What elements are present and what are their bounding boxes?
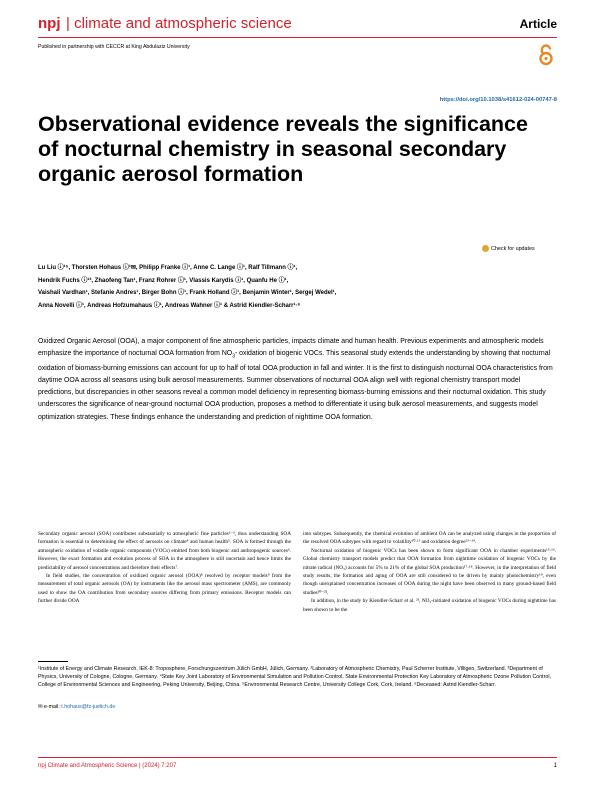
footer-citation: npj Climate and Atmospheric Science | (2024) 7:207: [38, 763, 177, 769]
check-updates-icon: [482, 245, 489, 252]
body-paragraph: In addition, in the study by Kiendler-Scharr et al. ²³, NO₃-initiated oxidation of biogenic VOCs during nighttime has been shown to be the: [303, 598, 556, 613]
body-paragraph: In field studies, the concentration of oxidized organic aerosol (OOA)⁸ resolved by receptor models⁹ from the measurement of total organic aerosols (OA) by instruments like the aerosol mass spectrometer (AMS), are commonly used to show the OA contribution from secondary sources differing from primary emissions. Receptor models can further divide OOA: [38, 573, 291, 605]
header-rule: [38, 37, 557, 38]
journal-name: | climate and atmospheric science: [66, 15, 292, 32]
open-access-icon: [537, 44, 555, 66]
body-paragraph: Secondary organic aerosol (SOA) contributes substantially to atmospheric fine particles¹⁻³, thus understanding SOA formation is essential to determining the effect of aerosols on climate⁴ and human health⁵. SOA is formed through the atmospheric oxidation of volatile organic compounds (VOCs) emitted from both biogenic and anthropogenic sources⁶. However, the exact formation and evolution process of SOA in the atmosphere is still uncertain and hence limits the predictability of aerosol concentrations and therefore their effects⁷.: [38, 531, 291, 571]
article-title: Observational evidence reveals the significance of nocturnal chemistry in seasonal secondary organic aerosol formation: [38, 112, 528, 186]
partnership-note: Published in partnership with CECCR at King Abdulaziz University: [38, 44, 190, 50]
body-paragraph: into subtypes. Subsequently, the chemical evolution of ambient OA can be analyzed using changes in the proportion of the resolved OOA subtypes with regard to volatility¹⁰·¹¹ and oxidation degree¹²⁻¹⁴.: [303, 531, 556, 546]
body-paragraph: Nocturnal oxidation of biogenic VOCs has been shown to form significant OOA in chamber experiments¹⁵·¹⁶. Global chemistry transport models predict that OOA formation from nighttime oxidation of biogenic VOCs by the nitrate radical (NO₃) accounts for 5% to 21% of the global SOA production¹⁷·¹⁸. However, in the interpretation of field study results, the formation and aging of OOA are still considered to be driven by mainly photochemistry¹⁹, even though unexplained concentration increases of OOA during the night have been observed in many ground-based field studies²⁰⁻²².: [303, 547, 556, 596]
check-updates-label: Check for updates: [491, 245, 535, 252]
article-type: Article: [519, 17, 557, 31]
affiliations: ¹Institute of Energy and Climate Research, IEK-8: Troposphere, Forschungszentrum Jülich GmbH, Jülich, Germany. ²Laboratory of Atmospheric Chemistry, Paul Scherrer Institute, Villigen, Switzerland. ³Department of Physics, University of Cologne, Cologne, Germany. ⁴State Key Joint Laboratory of Environmental Simulation and Pollution Control, State Environmental Protection Key Laboratory of Atmospheric Ozone Pollution Control, College of Environmental Sciences and Engineering, Peking University, Beijing, China. ⁵Environmental Research Centre, University College Cork, Cork, Ireland. ⁶Deceased: Astrid Kiendler-Scharr.: [38, 666, 552, 688]
abstract-text: - oxidation of biogenic VOCs. This seasonal study extends the understanding by showing that nocturnal oxidation of biomass-burning emissions can account for up to half of total OOA production in fall and winter. It is the first to distinguish nocturnal OOA characteristics from daytime OOA across all seasons using bulk aerosol measurements. Summer observations of nocturnal OOA align well with regional chemistry transport model predictions, but discrepancies in other seasons reveal a common model deficiency in representing biomass-burning emissions and their nocturnal oxidation. This study underscores the significance of near-ground nocturnal OOA production, proposes a method to differentiate it using bulk aerosol measurements, and suggests model optimization strategies. These findings enhance the understanding and prediction of nighttime OOA formation.: [38, 350, 553, 421]
abstract-subscript: 3: [232, 353, 235, 360]
abstract-text: Oxidized Organic Aerosol (OOA), a major component of fine atmospheric particles, impacts climate and human health. Previous experiments and atmospheric models emphasize the importance of nocturnal OOA formation from NO: [38, 338, 544, 358]
author-line: Lu Liu ⓘ¹⁵, Thorsten Hohaus ⓘ¹✉, Philipp Franke ⓘ¹, Anne C. Lange ⓘ¹, Ralf Tillmann ⓘ¹,: [38, 265, 298, 271]
check-updates-button[interactable]: [482, 245, 535, 252]
footnote-rule: [38, 661, 68, 662]
author-line: Anna Novelli ⓘ¹, Andreas Hofzumahaus ⓘ¹, Andreas Wahner ⓘ¹ & Astrid Kiendler-Scharr¹·⁶: [38, 302, 301, 309]
page-number: 1: [553, 763, 557, 769]
footer-rule: [38, 757, 557, 758]
author-line: Hendrik Fuchs ⓘ¹³, Zhaofeng Tan¹, Franz Rohrer ⓘ¹, Vlassis Karydis ⓘ¹, Quanfu He ⓘ¹,: [38, 277, 289, 284]
author-line: Vaishali Vardhan¹, Stefanie Andres¹, Birger Bohn ⓘ¹, Frank Holland ⓘ¹, Benjamin Winter¹, Sergej Wedel¹,: [38, 290, 337, 296]
email-row: [38, 704, 115, 710]
email-link[interactable]: t.hohaus@fz-juelich.de: [61, 704, 116, 710]
email-label: ✉ e-mail:: [38, 704, 60, 710]
author-list: [38, 262, 558, 312]
body-column-left: [38, 530, 291, 606]
journal-brand: npj: [38, 15, 61, 32]
doi-link[interactable]: https://doi.org/10.1038/s41612-024-00747-8: [439, 97, 557, 103]
abstract: [38, 336, 556, 424]
body-column-right: [303, 530, 556, 614]
